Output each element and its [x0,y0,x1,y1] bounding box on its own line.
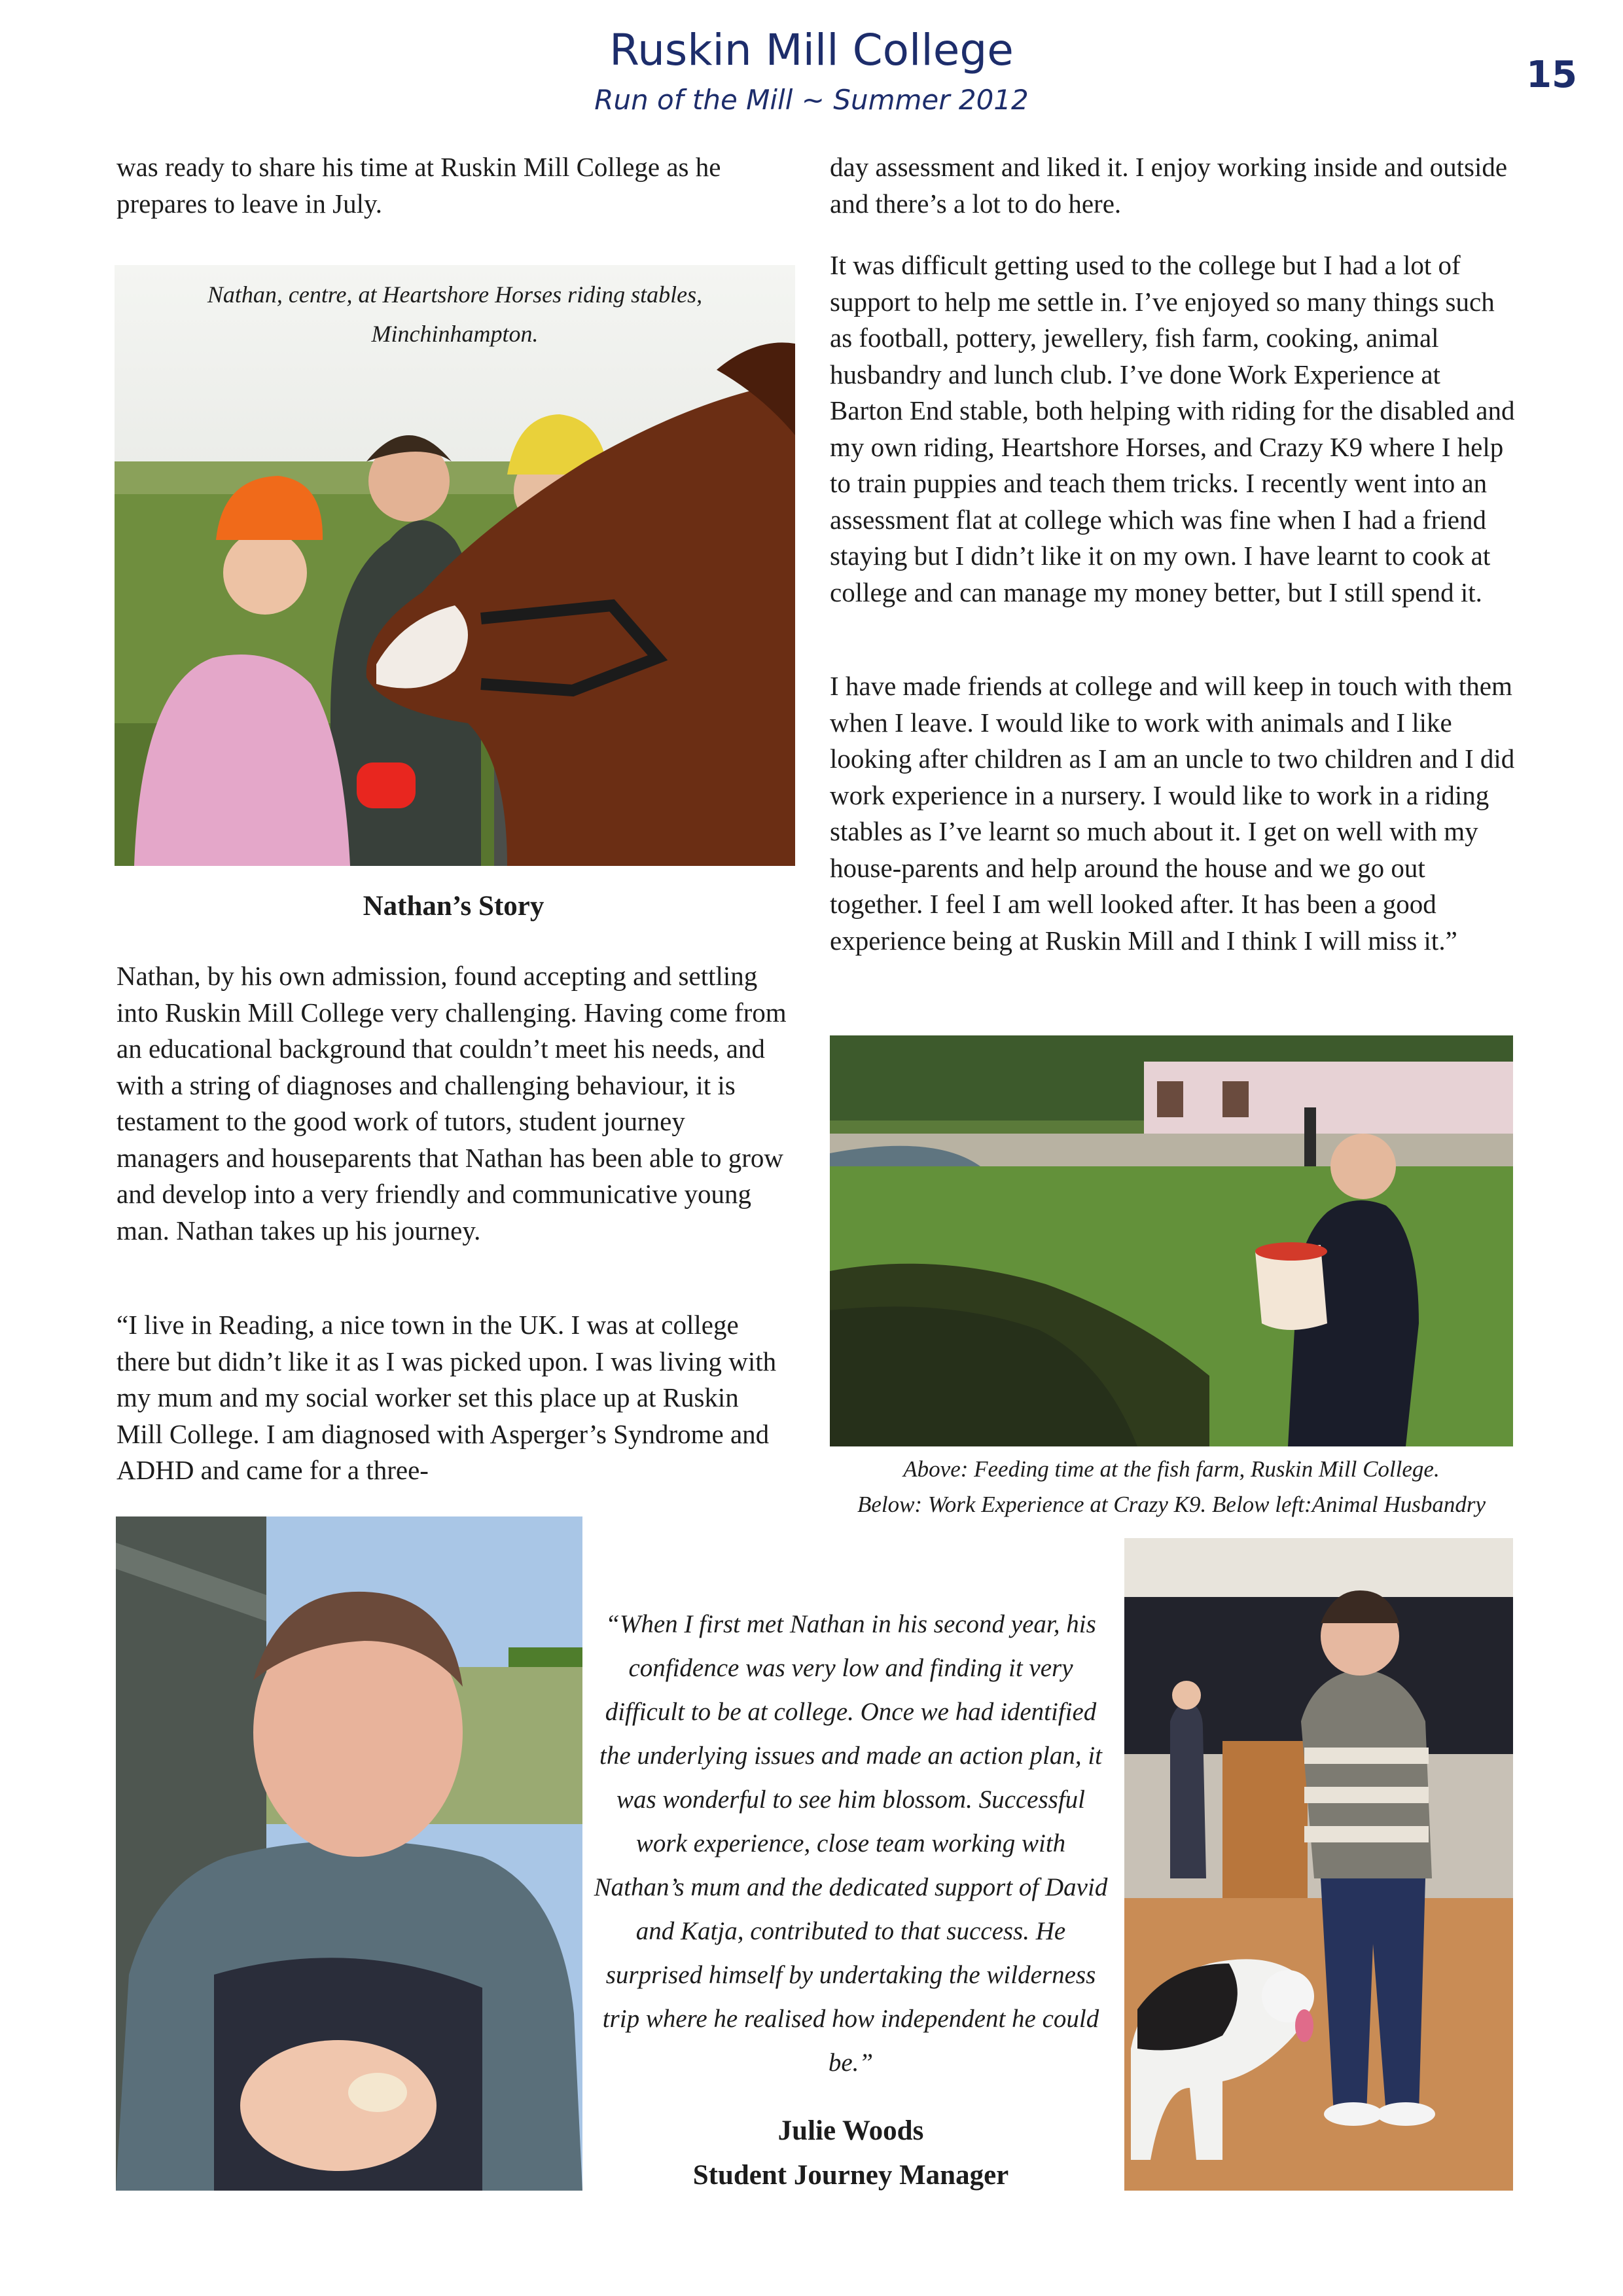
animal-husbandry-photo-image [116,1516,582,2191]
crazy-k9-photo-image [1124,1538,1513,2191]
testimonial-quote: “When I first met Nathan in his second year, his confidence was very low and finding it very difficult to be at college. Once we had identified the underlying issues and made an action plan, it was wonderful to see him blossom. Successful work experience, close team working with Nathan’s mum and the dedicated support of David and Katja, contributed to that success. He surprised himself by undertaking the wilderness trip where he realised how independent he could be.” [594,1610,1108,2077]
right-paragraph-1: day assessment and liked it. I enjoy working inside and outside and there’s a lot to do here. [830,152,1508,219]
nathan-quote-start: “I live in Reading, a nice town in the UK. I was at college there but didn’t like it as I was picked upon. I was living with my mum and my social worker set this place up at Ruskin Mill College. I am diagnosed with Asperger’s Syndrome and ADHD and came for a three- [116,1310,777,1485]
right-paragraph-2: It was difficult getting used to the college but I had a lot of support to help me settle in. I’ve enjoyed so many things such as football, pottery, jewellery, fish farm, cooking, animal husbandry and lunch club. I’ve done Work Experience at Barton End stable, both helping with riding for the disabled and my own riding, Heartshore Horses, and Crazy K9 where I help to train puppies and teach them tricks. I recently went into an assessment flat at college which was fine when I had a friend staying but I didn’t like it on my own. I have learnt to cook at college and can manage my money better, but I still spend it. [830,250,1515,607]
horse-photo [115,265,795,866]
animal-husbandry-photo [116,1516,582,2191]
right-paragraph-3: I have made friends at college and will keep in touch with them when I leave. I would like to work with animals and I like looking after children as I am an uncle to two children and I did work experience in a nursery. I would like to work in a riding stables as I’ve learnt so much about it. I get on well with my house-parents and help around the house and we go out together. I feel I am well looked after. It has been a good experience being at Ruskin Mill and I think I will miss it.” [830,671,1515,956]
fish-farm-caption-2: Below: Work Experience at Crazy K9. Below left:Animal Husbandry [857,1492,1486,1517]
crazy-k9-photo [1124,1538,1513,2191]
page-number: 15 [1526,54,1577,96]
fish-farm-photo-image [830,1035,1513,1446]
testimonial-name: Julie Woods [777,2115,924,2146]
story-paragraph: Nathan, by his own admission, found accepting and settling into Ruskin Mill College very challenging. Having come from an educational background that couldn’t meet his needs, and with a string of diagnoses and challenging behaviour, it is testament to the good work of tutors, student journey managers and houseparents that Nathan has been able to grow and develop into a very friendly and communicative young man. Nathan takes up his journey. [116,961,787,1246]
intro-paragraph: was ready to share his time at Ruskin Mill College as he prepares to leave in July. [116,152,721,219]
page-title: Ruskin Mill College [609,25,1014,75]
fish-farm-caption-1: Above: Feeding time at the fish farm, Ruskin Mill College. [903,1456,1440,1482]
horse-photo-image [115,265,795,866]
horse-photo-caption: Nathan, centre, at Heartshore Horses riding stables, Minchinhampton. [207,281,703,347]
fish-farm-photo [830,1035,1513,1446]
story-heading: Nathan’s Story [363,891,544,922]
page-subtitle: Run of the Mill ~ Summer 2012 [594,84,1029,116]
testimonial-role: Student Journey Manager [692,2160,1009,2191]
